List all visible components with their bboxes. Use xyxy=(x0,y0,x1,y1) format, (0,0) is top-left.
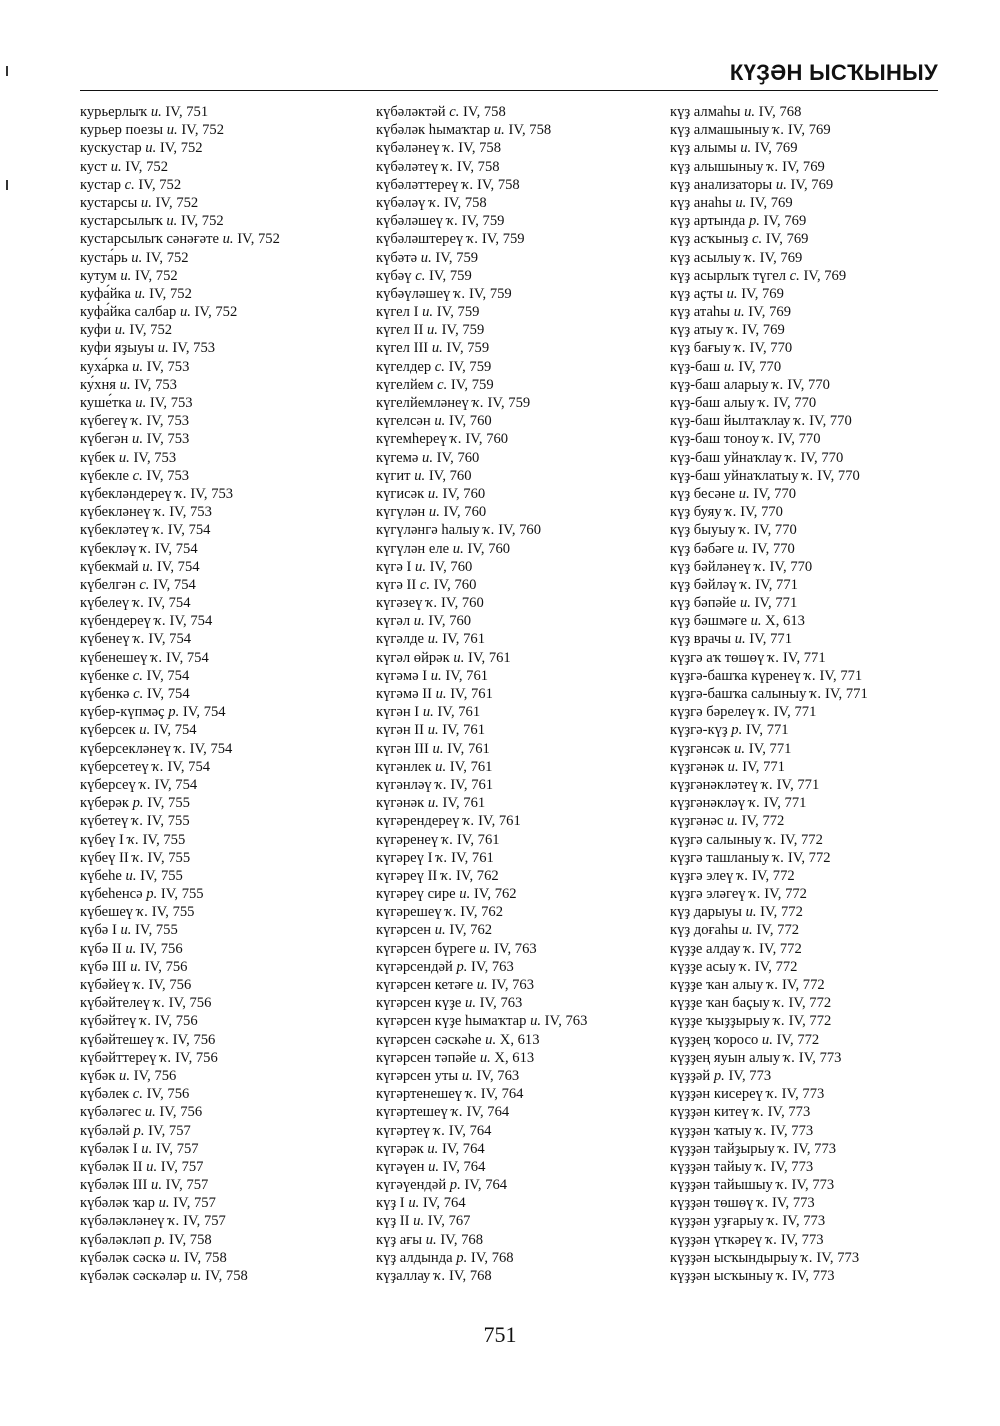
index-entry: күҙҙе ҡан алыу ҡ. IV, 772 xyxy=(670,977,825,993)
index-entry: күгелдер с. IV, 759 xyxy=(376,358,492,375)
index-entry: күгит и. IV, 760 xyxy=(376,467,472,484)
index-entry: күҙгәнәк и. IV, 771 xyxy=(670,758,785,775)
index-entry: күбелеү ҡ. IV, 754 xyxy=(80,595,191,612)
index-entry: күҙҙе асыу ҡ. IV, 772 xyxy=(670,958,798,975)
index-entry: күбәләнеү ҡ. IV, 758 xyxy=(376,140,502,157)
index-entry: күгелйемләнеү ҡ. IV, 759 xyxy=(376,395,531,411)
index-entry: күҙҙән тайышыу ҡ. IV, 773 xyxy=(670,1177,835,1194)
index-entry: күҙҙән ысҡындырыу ҡ. IV, 773 xyxy=(670,1249,860,1266)
index-entry: күҙҙән ысҡыныу ҡ. IV, 773 xyxy=(670,1268,835,1284)
index-entry: күҙ бәпәйе и. IV, 771 xyxy=(670,595,798,612)
index-entry: күгәл и. IV, 760 xyxy=(376,613,472,630)
index-entry: күҙ атаһы и. IV, 769 xyxy=(670,304,791,321)
index-entry: күбәләкләнеү ҡ. IV, 757 xyxy=(80,1213,226,1230)
index-entry: күҙ-баш йылтаҡлау ҡ. IV, 770 xyxy=(670,413,852,430)
index-entry: күбәләк I и. IV, 757 xyxy=(80,1140,199,1157)
index-entry: күбер-күпмәҫ р. IV, 754 xyxy=(80,704,226,721)
index-entry: күгәрендереү ҡ. IV, 761 xyxy=(376,813,521,830)
index-entry: күҙҙән ҡатыу ҡ. IV, 773 xyxy=(670,1122,814,1139)
index-entry: күгәүендәй р. IV, 764 xyxy=(376,1177,508,1194)
index-entry: күҙгә бәрелеү ҡ. IV, 771 xyxy=(670,704,817,721)
index-entry: кускустар и. IV, 752 xyxy=(80,140,203,157)
index-column-3 xyxy=(670,103,940,1285)
index-entry: күберсек и. IV, 754 xyxy=(80,722,197,739)
index-entry: күгүлән и. IV, 760 xyxy=(376,504,487,521)
index-entry: күҙ асҡыныҙ с. IV, 769 xyxy=(670,231,809,248)
index-entry: күбекмай и. IV, 754 xyxy=(80,558,200,575)
index-entry: күгә I и. IV, 760 xyxy=(376,558,473,575)
index-entry: күҙ алмашыныу ҡ. IV, 769 xyxy=(670,122,831,139)
index-entry: күгәмә II и. IV, 761 xyxy=(376,686,493,702)
index-entry: күҙ-баш алыу ҡ. IV, 770 xyxy=(670,395,817,411)
index-entry: кутум и. IV, 752 xyxy=(80,267,178,284)
index-entry: күҙ атыу ҡ. IV, 769 xyxy=(670,322,785,339)
index-entry: күгәлде и. IV, 761 xyxy=(376,631,485,648)
index-entry: күгәнлек и. IV, 761 xyxy=(376,758,493,775)
index-entry: күҙаллау ҡ. IV, 768 xyxy=(376,1268,492,1284)
index-entry: күбекле с. IV, 753 xyxy=(80,467,190,484)
index-entry: күбә II и. IV, 756 xyxy=(80,940,183,957)
index-entry: күҙҙән китеү ҡ. IV, 773 xyxy=(670,1104,811,1121)
index-entry: күҙ врачы и. IV, 771 xyxy=(670,631,792,648)
index-entry: күгән I и. IV, 761 xyxy=(376,704,481,721)
index-entry: күбеү I ҡ. IV, 755 xyxy=(80,831,186,848)
index-entry: кустарсылыҡ и. IV, 752 xyxy=(80,213,224,230)
index-entry: күҙҙән уҙғарыу ҡ. IV, 773 xyxy=(670,1213,826,1230)
index-entry: күбәләк сәскә и. IV, 758 xyxy=(80,1249,227,1266)
running-head: КҮҘӘН ЫСҠЫНЫУ xyxy=(729,60,938,85)
index-entry: күҙ ағы и. IV, 768 xyxy=(376,1231,484,1248)
margin-mark xyxy=(6,66,8,76)
index-column-2 xyxy=(376,103,676,1285)
index-entry: күҙҙе алдау ҡ. IV, 772 xyxy=(670,940,802,957)
index-entry: күҙгәнәс и. IV, 772 xyxy=(670,813,785,830)
index-entry: күбеһе и. IV, 755 xyxy=(80,867,183,884)
index-entry: күгәрәк и. IV, 764 xyxy=(376,1140,485,1157)
index-entry: күбендереү ҡ. IV, 754 xyxy=(80,613,213,630)
index-entry: күгүләнгә һалыу ҡ. IV, 760 xyxy=(376,522,542,539)
index-entry: күҙ доғаһы и. IV, 772 xyxy=(670,922,800,939)
index-entry: күберсетеү ҡ. IV, 754 xyxy=(80,758,211,775)
index-entry: күҙҙән кисереү ҡ. IV, 773 xyxy=(670,1086,825,1103)
index-entry: күбенкә с. IV, 754 xyxy=(80,686,190,702)
index-entry: күбек и. IV, 753 xyxy=(80,449,177,466)
index-entry: куфи и. IV, 752 xyxy=(80,322,173,339)
index-entry: күгәртешеү ҡ. IV, 764 xyxy=(376,1104,510,1121)
index-entry: күгәрсен бүрегe и. IV, 763 xyxy=(376,940,537,957)
index-entry: күҙҙән үткәреү ҡ. IV, 773 xyxy=(670,1231,824,1248)
index-entry: күгелсән и. IV, 760 xyxy=(376,413,492,430)
index-entry: күгәрсен тәпәйе и. X, 613 xyxy=(376,1049,535,1066)
index-entry: күҙ анализаторы и. IV, 769 xyxy=(670,176,834,193)
index-entry: күбәләштереү ҡ. IV, 759 xyxy=(376,231,525,248)
index-entry: күҙҙән төшөү ҡ. IV, 773 xyxy=(670,1195,815,1212)
index-entry: күбәләк ҡар и. IV, 757 xyxy=(80,1195,216,1212)
index-entry: ку́хня и. IV, 753 xyxy=(80,376,177,393)
index-entry: күгелйем с. IV, 759 xyxy=(376,376,494,393)
index-entry: күбәйттереү ҡ. IV, 756 xyxy=(80,1049,218,1066)
index-entry: күбәүләшеү ҡ. IV, 759 xyxy=(376,285,512,302)
index-entry: күбекләнеү ҡ. IV, 753 xyxy=(80,504,212,521)
index-entry: куфа́йка салбар и. IV, 752 xyxy=(80,304,238,321)
index-entry: күҙгәнәкләтеү ҡ. IV, 771 xyxy=(670,776,820,793)
index-entry: күгисәк и. IV, 760 xyxy=(376,485,486,502)
index-entry: күбәләү ҡ. IV, 758 xyxy=(376,194,487,211)
index-entry: күҙ бағыу ҡ. IV, 770 xyxy=(670,340,793,357)
index-entry: күбенке с. IV, 754 xyxy=(80,667,190,684)
index-entry: күҙҙәй р. IV, 773 xyxy=(670,1067,772,1084)
index-entry: күбәйтеү ҡ. IV, 756 xyxy=(80,1013,198,1030)
index-entry: күҙ бесәне и. IV, 770 xyxy=(670,485,797,502)
index-entry: күҙ-баш тоноу ҡ. IV, 770 xyxy=(670,431,821,448)
index-entry: күҙ аҫты и. IV, 769 xyxy=(670,285,784,302)
index-entry: күбәйтелеү ҡ. IV, 756 xyxy=(80,995,212,1012)
index-entry: күҙҙе ҡан баҫыу ҡ. IV, 772 xyxy=(670,995,832,1012)
index-entry: күгән III и. IV, 761 xyxy=(376,740,490,757)
index-entry: күҙ алдында р. IV, 768 xyxy=(376,1249,514,1266)
index-entry: күҙ алымы и. IV, 769 xyxy=(670,140,798,157)
index-entry: күбәләттереү ҡ. IV, 758 xyxy=(376,176,520,193)
index-entry: күҙ алмаһы и. IV, 768 xyxy=(670,104,802,120)
index-entry: күгәреү I ҡ. IV, 761 xyxy=(376,849,494,866)
index-entry: күбеү II ҡ. IV, 755 xyxy=(80,849,191,866)
index-entry: күгәртеү ҡ. IV, 764 xyxy=(376,1122,492,1139)
index-entry: күҙгә ташланыу ҡ. IV, 772 xyxy=(670,849,831,866)
index-entry: күҙ быуыу ҡ. IV, 770 xyxy=(670,522,797,539)
index-entry: күбегеү ҡ. IV, 753 xyxy=(80,413,190,430)
index-entry: күбәйтешеү ҡ. IV, 756 xyxy=(80,1031,216,1048)
header-rule xyxy=(80,90,938,91)
index-entry: күҙгә-күҙ р. IV, 771 xyxy=(670,722,789,739)
index-entry: күгән II и. IV, 761 xyxy=(376,722,485,739)
index-entry: күҙ-баш аларыу ҡ. IV, 770 xyxy=(670,376,830,393)
index-entry: күгә II с. IV, 760 xyxy=(376,576,477,593)
index-entry: күбәйеү ҡ. IV, 756 xyxy=(80,977,192,993)
index-entry: күбә I и. IV, 755 xyxy=(80,922,178,939)
index-entry: күгел II и. IV, 759 xyxy=(376,322,485,339)
index-entry: куше́тка и. IV, 753 xyxy=(80,395,193,411)
index-entry: күгәрешеү ҡ. IV, 762 xyxy=(376,904,504,921)
index-entry: күбегән и. IV, 753 xyxy=(80,431,190,448)
index-entry: күбәләтеү ҡ. IV, 758 xyxy=(376,158,500,175)
index-entry: күбәү с. IV, 759 xyxy=(376,267,472,284)
index-entry: күҙ дарыуы и. IV, 772 xyxy=(670,904,803,921)
index-entry: күгемә и. IV, 760 xyxy=(376,449,480,466)
index-entry: күҙ артында р. IV, 769 xyxy=(670,213,807,230)
index-entry: күгәрсен күҙе и. IV, 763 xyxy=(376,995,523,1012)
index-entry: күҙҙең ҡоросо и. IV, 772 xyxy=(670,1031,820,1048)
index-entry: күбәк и. IV, 756 xyxy=(80,1067,177,1084)
index-entry: күбекләтеү ҡ. IV, 754 xyxy=(80,522,211,539)
index-entry: кустар с. IV, 752 xyxy=(80,176,182,193)
index-entry: күбәләк II и. IV, 757 xyxy=(80,1158,204,1175)
index-entry: курьерлыҡ и. IV, 751 xyxy=(80,104,209,120)
index-entry: күбешеү ҡ. IV, 755 xyxy=(80,904,195,921)
index-entry: күҙ алышыныу ҡ. IV, 769 xyxy=(670,158,825,175)
index-entry: кустарсы и. IV, 752 xyxy=(80,194,199,211)
index-entry: күгәнәк и. IV, 761 xyxy=(376,795,486,812)
index-entry: күҙгә салыныу ҡ. IV, 772 xyxy=(670,831,823,848)
index-entry: күҙҙең яуын алыу ҡ. IV, 773 xyxy=(670,1049,842,1066)
index-entry: күҙгә элеү ҡ. IV, 772 xyxy=(670,867,795,884)
index-entry: күҙ бәшмәге и. X, 613 xyxy=(670,613,805,630)
index-entry: куст и. IV, 752 xyxy=(80,158,168,175)
index-entry: күгәл өйрәк и. IV, 761 xyxy=(376,649,511,666)
index-entry: күгел III и. IV, 759 xyxy=(376,340,490,357)
index-entry: күҙ бәйләнеү ҡ. IV, 770 xyxy=(670,558,813,575)
index-entry: күҙгә аҡ төшөү ҡ. IV, 771 xyxy=(670,649,826,666)
index-entry: күгәреү сире и. IV, 762 xyxy=(376,886,517,903)
index-entry: күбәләй р. IV, 757 xyxy=(80,1122,191,1139)
index-entry: күҙ буяу ҡ. IV, 770 xyxy=(670,504,783,521)
page-number: 751 xyxy=(483,1322,517,1347)
index-entry: курьер поезы и. IV, 752 xyxy=(80,122,225,139)
index-entry: күгел I и. IV, 759 xyxy=(376,304,480,321)
index-entry: күгәрсен сәскәһе и. X, 613 xyxy=(376,1031,540,1048)
index-entry: күбәләшеү ҡ. IV, 759 xyxy=(376,213,505,230)
index-entry: күбәләк һымаҡтар и. IV, 758 xyxy=(376,122,552,139)
index-entry: күҙ бәйләү ҡ. IV, 771 xyxy=(670,576,798,593)
index-entry: күбәләк III и. IV, 757 xyxy=(80,1177,209,1194)
index-entry: күбекләү ҡ. IV, 754 xyxy=(80,540,198,557)
index-entry: күбеһенсә р. IV, 755 xyxy=(80,886,204,903)
index-entry: күгәренеү ҡ. IV, 761 xyxy=(376,831,500,848)
index-entry: күбәләкләп р. IV, 758 xyxy=(80,1231,212,1248)
index-entry: күгәзеү ҡ. IV, 760 xyxy=(376,595,484,612)
index-entry: күҙ I и. IV, 764 xyxy=(376,1195,466,1212)
index-entry: күбенешеү ҡ. IV, 754 xyxy=(80,649,209,666)
index-entry: күҙ асылыу ҡ. IV, 769 xyxy=(670,249,803,266)
index-entry: күбәлек с. IV, 756 xyxy=(80,1086,190,1103)
index-entry: күҙгә эләгеү ҡ. IV, 772 xyxy=(670,886,807,903)
index-entry: күҙ асырлыҡ түгел с. IV, 769 xyxy=(670,267,847,284)
index-entry: күберәк р. IV, 755 xyxy=(80,795,190,812)
index-entry: күгәреү II ҡ. IV, 762 xyxy=(376,867,499,884)
index-entry: күбекләндереү ҡ. IV, 753 xyxy=(80,485,234,502)
index-entry: күгәрсен күҙе һымаҡтар и. IV, 763 xyxy=(376,1013,588,1030)
index-entry: күҙ анаһы и. IV, 769 xyxy=(670,194,793,211)
index-entry: күбә III и. IV, 756 xyxy=(80,958,188,975)
index-entry: күҙ II и. IV, 767 xyxy=(376,1213,471,1230)
index-entry: кустарсылыҡ сәнәғәте и. IV, 752 xyxy=(80,231,280,248)
index-entry: күбелгән с. IV, 754 xyxy=(80,576,196,593)
index-entry: күҙҙе ҡыҙҙырыу ҡ. IV, 772 xyxy=(670,1013,832,1030)
index-entry: күгәнләү ҡ. IV, 761 xyxy=(376,776,494,793)
index-entry: күбәтә и. IV, 759 xyxy=(376,249,479,266)
index-entry: куха́рка и. IV, 753 xyxy=(80,358,190,375)
index-entry: күгәрсен уты и. IV, 763 xyxy=(376,1067,520,1084)
index-entry: күгәмә I и. IV, 761 xyxy=(376,667,489,684)
index-entry: күбенеү ҡ. IV, 754 xyxy=(80,631,192,648)
index-entry: күбәләгес и. IV, 756 xyxy=(80,1104,203,1121)
index-entry: күҙгә-башҡа күренеү ҡ. IV, 771 xyxy=(670,667,863,684)
index-entry: күҙҙән тайҙырыу ҡ. IV, 773 xyxy=(670,1140,837,1157)
page-header xyxy=(80,56,938,92)
index-column-1 xyxy=(80,103,360,1285)
index-entry: күбетеү ҡ. IV, 755 xyxy=(80,813,190,830)
index-entry: күҙ-баш уйнаҡлатыу ҡ. IV, 770 xyxy=(670,467,860,484)
index-entry: күберсеү ҡ. IV, 754 xyxy=(80,776,198,793)
margin-mark xyxy=(6,180,8,190)
index-entry: күгәрсен кетәге и. IV, 763 xyxy=(376,977,535,993)
index-entry: күҙҙән тайыу ҡ. IV, 773 xyxy=(670,1158,814,1175)
index-entry: күҙ-баш и. IV, 770 xyxy=(670,358,782,375)
index-entry: күбәләктәй с. IV, 758 xyxy=(376,104,506,120)
index-entry: куста́рь и. IV, 752 xyxy=(80,249,189,266)
index-entry: күҙгәнәкләү ҡ. IV, 771 xyxy=(670,795,807,812)
index-entry: күбәләк сәскәләр и. IV, 758 xyxy=(80,1268,248,1284)
index-entry: күгемһереү ҡ. IV, 760 xyxy=(376,431,509,448)
index-entry: күҙ бәбәге и. IV, 770 xyxy=(670,540,795,557)
index-entry: күгәртенешеү ҡ. IV, 764 xyxy=(376,1086,524,1103)
index-entry: күгүлән еле и. IV, 760 xyxy=(376,540,511,557)
index-entry: куфа́йка и. IV, 752 xyxy=(80,285,192,302)
index-entry: күгәүен и. IV, 764 xyxy=(376,1158,486,1175)
index-entry: күберсекләнеү ҡ. IV, 754 xyxy=(80,740,233,757)
index-entry: күгәрсен и. IV, 762 xyxy=(376,922,493,939)
index-entry: күҙгәнсәк и. IV, 771 xyxy=(670,740,792,757)
index-entry: күҙ-баш уйнаҡлау ҡ. IV, 770 xyxy=(670,449,844,466)
index-entry: куфи яҙыуы и. IV, 753 xyxy=(80,340,216,357)
index-entry: күгәрсендәй р. IV, 763 xyxy=(376,958,514,975)
index-entry: күҙгә-башҡа салыныу ҡ. IV, 771 xyxy=(670,686,868,702)
